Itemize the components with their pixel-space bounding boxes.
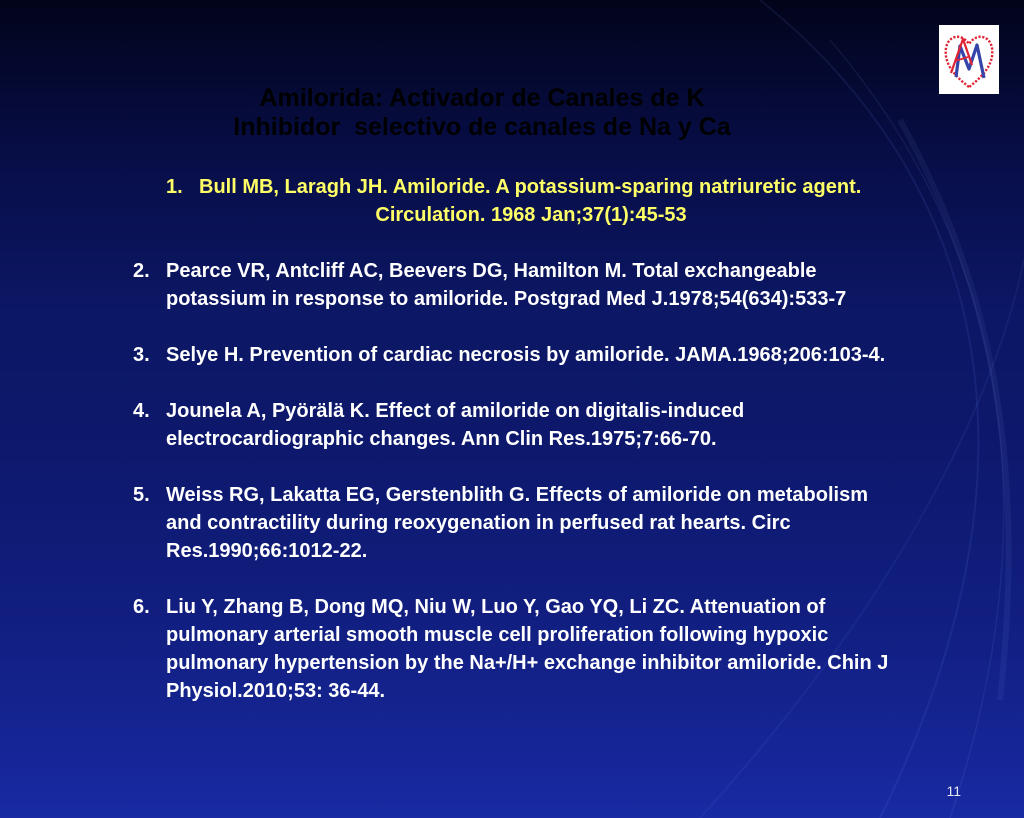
- reference-item-6: [0, 593, 1024, 705]
- reference-text: Liu Y, Zhang B, Dong MQ, Niu W, Luo Y, Gao YQ, Li ZC. Attenuation of: [166, 596, 826, 618]
- reference-text: Pearce VR, Antcliff AC, Beevers DG, Hamilton M. Total exchangeable: [166, 260, 817, 282]
- reference-line: [0, 341, 1024, 369]
- reference-item-5: [0, 481, 1024, 565]
- reference-text: Selye H. Prevention of cardiac necrosis by amiloride. JAMA.1968;206:103-4.: [166, 344, 886, 366]
- reference-text: potassium in response to amiloride. Postgrad Med J.1978;54(634):533-7: [166, 288, 847, 310]
- reference-text: pulmonary arterial smooth muscle cell proliferation following hypoxic: [166, 624, 829, 646]
- reference-line: [0, 397, 1024, 425]
- page-number: 11: [946, 783, 961, 799]
- reference-item-2: [0, 257, 1024, 313]
- reference-text: Weiss RG, Lakatta EG, Gerstenblith G. Effects of amiloride on metabolism: [166, 484, 869, 506]
- reference-item-1: [0, 173, 1024, 229]
- title-line-1: Amilorida: Activador de Canales de K: [259, 84, 705, 112]
- reference-text: Res.1990;66:1012-22.: [166, 540, 368, 562]
- reference-text: Circulation. 1968 Jan;37(1):45-53: [375, 204, 687, 226]
- reference-line: [0, 257, 1024, 285]
- reference-number: 1.: [166, 176, 183, 198]
- reference-number: 4.: [133, 400, 150, 422]
- reference-item-4: [0, 397, 1024, 453]
- slide-title: [0, 84, 964, 142]
- reference-item-3: [0, 341, 1024, 369]
- reference-number: 6.: [133, 596, 150, 618]
- reference-text: Physiol.2010;53: 36-44.: [166, 680, 386, 702]
- reference-text: Jounela A, Pyörälä K. Effect of amiloride on digitalis-induced: [166, 400, 745, 422]
- reference-line: [0, 481, 1024, 509]
- reference-number: 3.: [133, 344, 150, 366]
- title-line-2: Inhibidor selectivo de canales de Na y Ca: [233, 113, 731, 141]
- reference-number: 2.: [133, 260, 150, 282]
- reference-text: pulmonary hypertension by the Na+/H+ exchange inhibitor amiloride. Chin J: [166, 652, 889, 674]
- reference-number: 5.: [133, 484, 150, 506]
- reference-text: Bull MB, Laragh JH. Amiloride. A potassium-sparing natriuretic agent.: [199, 176, 862, 198]
- reference-text: and contractility during reoxygenation in perfused rat hearts. Circ: [166, 512, 791, 534]
- reference-line: [0, 593, 1024, 621]
- reference-list: [0, 173, 1024, 705]
- reference-text: electrocardiographic changes. Ann Clin Res.1975;7:66-70.: [166, 428, 717, 450]
- reference-line: [0, 173, 1024, 201]
